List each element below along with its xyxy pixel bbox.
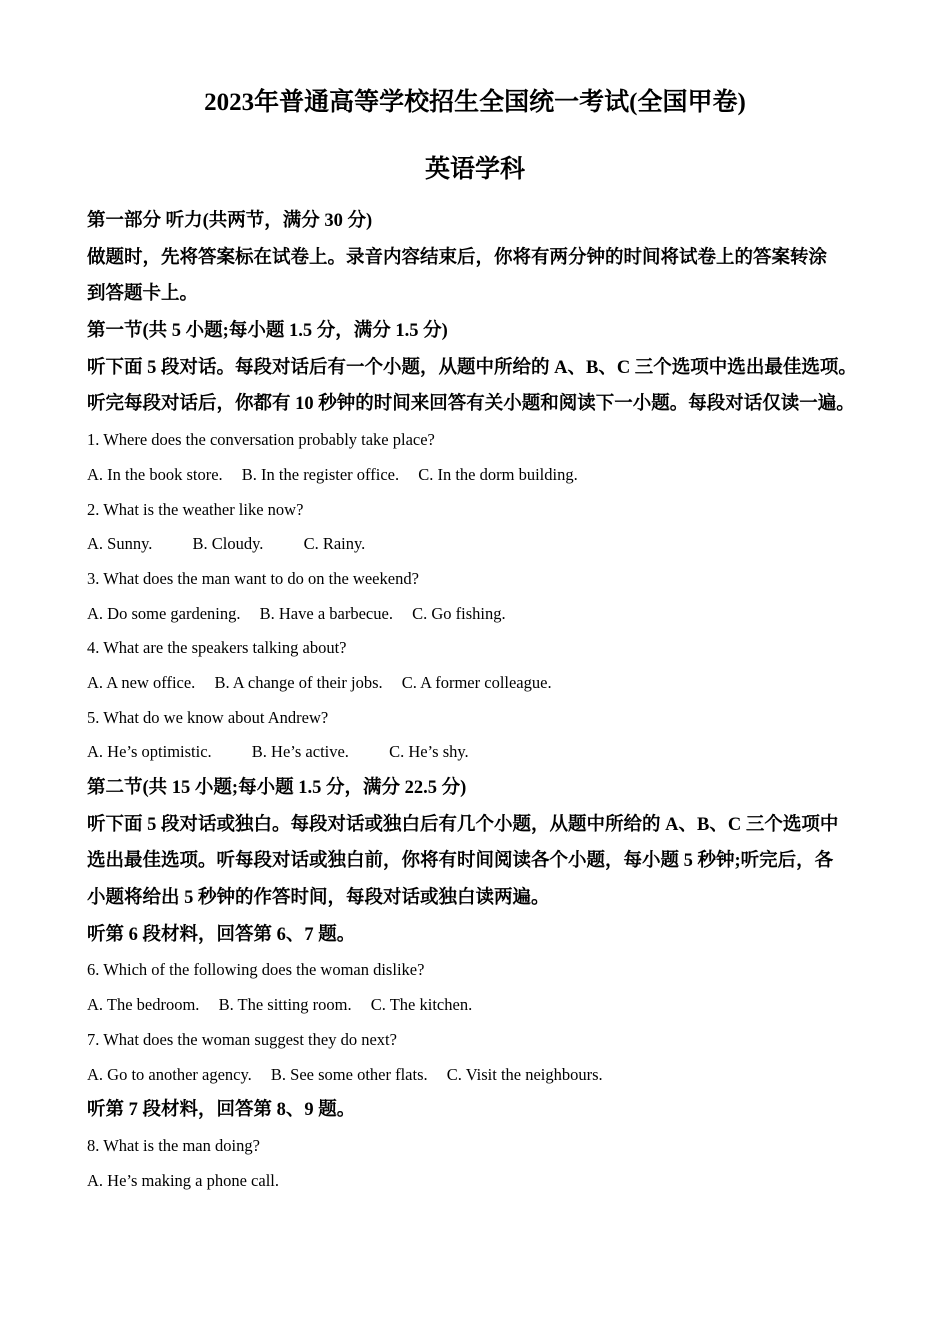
question-8-stem: 8. What is the man doing? — [87, 1135, 260, 1155]
question-2-options — [87, 527, 887, 562]
question-5-stem: 5. What do we know about Andrew? — [87, 707, 329, 727]
option-a: A. In the book store. — [87, 464, 223, 484]
option-a: A. The bedroom. — [87, 995, 200, 1015]
question-2-stem: 2. What is the weather like now? — [87, 499, 304, 519]
section2-instruction-line: 选出最佳选项。听每段对话或独白前，你将有时间阅读各个小题，每小题 5 秒钟;听完后，各 — [87, 851, 834, 872]
part1-instruction-line: 做题时，先将答案标在试卷上。录音内容结束后，你将有两分钟的时间将试卷上的答案转涂 — [87, 247, 828, 268]
question-4-options — [87, 666, 887, 701]
section2-instruction-line: 听下面 5 段对话或独白。每段对话或独白后有几个小题，从题中所给的 A、B、C 三个选项中 — [87, 814, 839, 835]
section1-title: 第一节(共 5 小题;每小题 1.5 分，满分 1.5 分) — [87, 321, 448, 342]
exam-title: 2023年普通高等学校招生全国统一考试(全国甲卷) — [204, 89, 746, 116]
question-6-stem: 6. Which of the following does the woman dislike? — [87, 960, 425, 980]
subject-title: 英语学科 — [424, 156, 525, 183]
option-c: C. Visit the neighbours. — [446, 1064, 603, 1084]
option-c: C. In the dorm building. — [418, 464, 578, 484]
section1-instruction-line: 听完每段对话后，你都有 10 秒钟的时间来回答有关小题和阅读下一小题。每段对话仅读一遍。 — [87, 394, 855, 415]
material-7-title: 听第 7 段材料，回答第 8、9 题。 — [87, 1100, 356, 1121]
question-1-options — [87, 458, 887, 493]
question-6-options — [87, 988, 887, 1023]
option-c: C. The kitchen. — [370, 995, 473, 1015]
question-8-options — [87, 1164, 887, 1199]
option-c: C. A former colleague. — [401, 672, 552, 692]
question-3-options — [87, 597, 887, 632]
option-b: B. The sitting room. — [218, 995, 352, 1015]
question-7-options — [87, 1058, 887, 1093]
option-a: A. Do some gardening. — [87, 603, 241, 623]
option-a: A. A new office. — [87, 672, 196, 692]
question-1-stem: 1. Where does the conversation probably take place? — [87, 430, 435, 450]
question-4-stem: 4. What are the speakers talking about? — [87, 638, 347, 658]
option-b: B. He’s active. — [251, 742, 349, 762]
option-c: C. He’s shy. — [389, 742, 469, 762]
option-b: B. In the register office. — [241, 464, 400, 484]
option-b: B. A change of their jobs. — [214, 672, 383, 692]
option-a: A. He’s optimistic. — [87, 742, 212, 762]
question-7-stem: 7. What does the woman suggest they do next? — [87, 1029, 397, 1049]
material-6-title: 听第 6 段材料，回答第 6、7 题。 — [87, 924, 356, 945]
section1-instruction-line: 听下面 5 段对话。每段对话后有一个小题，从题中所给的 A、B、C 三个选项中选出最佳选项。 — [87, 357, 857, 378]
exam-content — [87, 203, 887, 1198]
option-a: A. He’s making a phone call. — [87, 1170, 279, 1190]
option-b: B. See some other flats. — [270, 1064, 428, 1084]
question-5-options — [87, 735, 887, 770]
option-c: C. Rainy. — [303, 534, 366, 554]
question-3-stem: 3. What does the man want to do on the weekend? — [87, 568, 419, 588]
part1-instruction-line: 到答题卡上。 — [87, 284, 199, 305]
option-b: B. Have a barbecue. — [259, 603, 393, 623]
option-a: A. Go to another agency. — [87, 1064, 252, 1084]
option-a: A. Sunny. — [87, 534, 153, 554]
section2-title: 第二节(共 15 小题;每小题 1.5 分，满分 22.5 分) — [87, 778, 467, 798]
section2-instruction-line: 小题将给出 5 秒钟的作答时间，每段对话或独白读两遍。 — [87, 888, 550, 909]
option-b: B. Cloudy. — [192, 534, 264, 554]
option-c: C. Go fishing. — [412, 603, 506, 623]
part1-title: 第一部分 听力(共两节，满分 30 分) — [87, 211, 373, 231]
